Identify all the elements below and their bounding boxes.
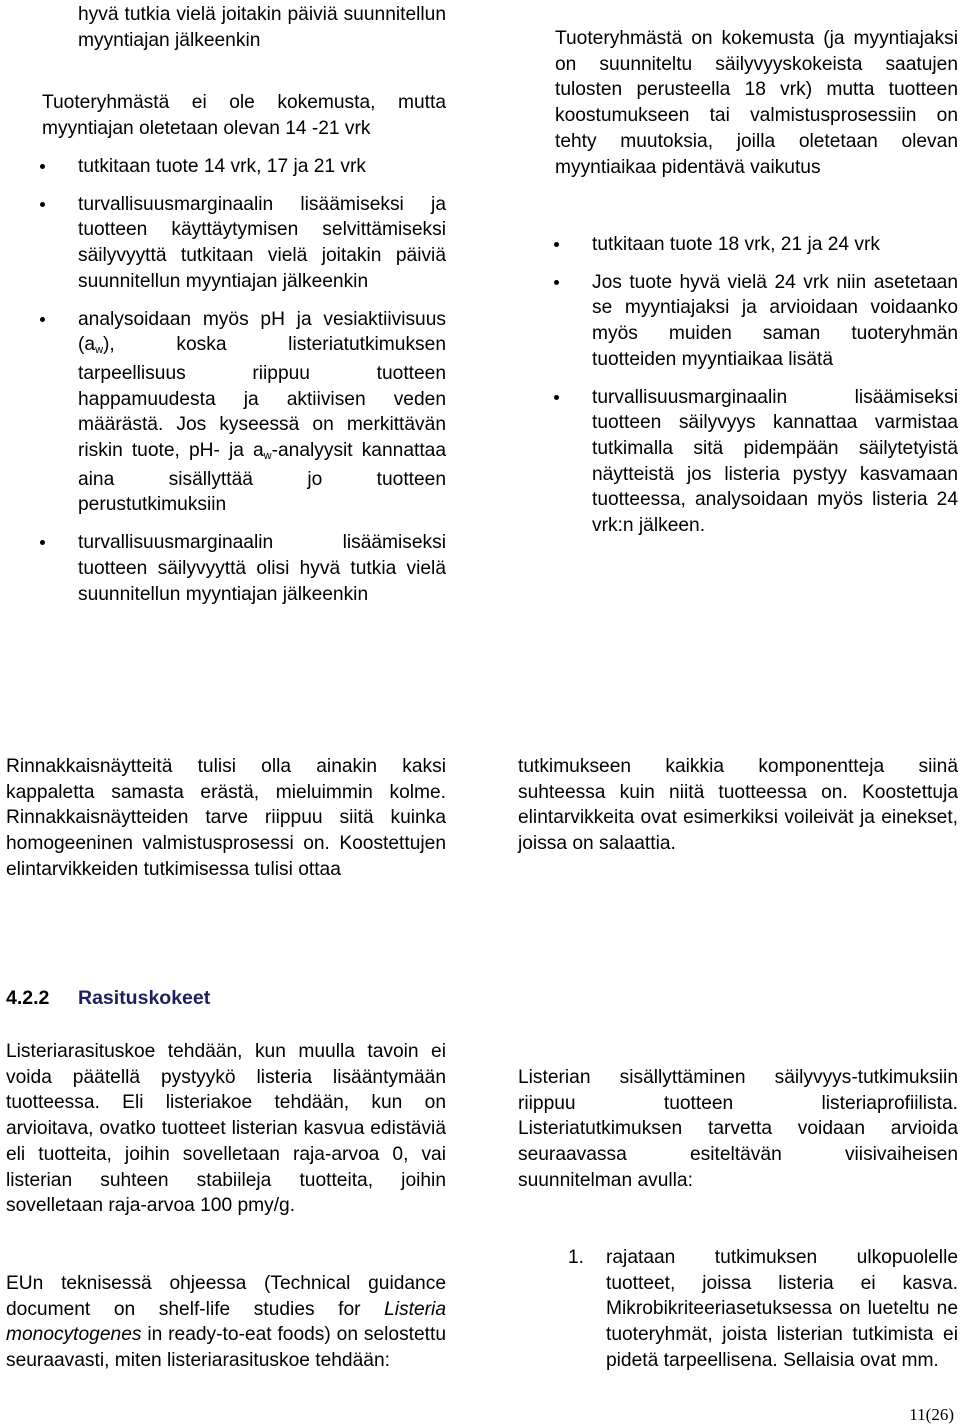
bottom-right-paragraph-1: Listerian sisällyttäminen säilyvyys-tutkimuksiin riippuu tuotteen listeriaprofiilista. Listeriatutkimuksen tarvetta voidaan arvioida seuraavassa esiteltävän viisivaiheisen suunnitelman avulla: bbox=[518, 1067, 958, 1191]
list-number: 1. bbox=[568, 1247, 585, 1268]
species-name: Listeria monocytogenes bbox=[6, 1298, 446, 1346]
list-item: turvallisuusmarginaalin lisäämiseksi ja tuotteen käyttäytymisen selvittämiseksi säilyvyyttä tutkitaan vielä joitakin päiviä suunnitellun myyntiajan jälkeenkin bbox=[78, 192, 446, 295]
left-group-heading: Tuoteryhmästä ei ole kokemusta, mutta myyntiajan oletetaan olevan 14 -21 vrk bbox=[42, 92, 446, 139]
right-bullet-list bbox=[592, 232, 958, 539]
numbered-list bbox=[518, 1245, 958, 1374]
list-item: turvallisuusmarginaalin lisäämiseksi tuotteen säilyvyyttä olisi hyvä tutkia vielä suunnitellun myyntiajan jälkeenkin bbox=[78, 530, 446, 607]
subscript-w: w bbox=[95, 344, 104, 357]
list-item: analysoidaan myös pH ja vesiaktiivisuus (aw), koska listeriatutkimuksen tarpeellisuus riippuu tuotteen happamuudesta ja aktiivisen veden määrästä. Jos kyseessä on merkittävän riskin tuote, pH- ja aw-analyysit kannattaa aina sisällyttää jo tuotteen perustutkimuksiin bbox=[78, 307, 446, 519]
left-bullet-list bbox=[78, 154, 446, 607]
list-item: 1. rajataan tutkimuksen ulkopuolelle tuotteet, joissa listeria ei kasva. Mikrobikriteeriasetuksessa on lueteltu ne tuoteryhmät, joista listerian tutkimista ei pidetä tarpeellisena. Sellaisia ovat mm. bbox=[568, 1247, 958, 1371]
bottom-left-paragraph-1: Listeriarasituskoe tehdään, kun muulla tavoin ei voida päätellä pystyykö listeria lisääntymään tuotteessa. Eli listeriakoe tehdään, kun on arvioitava, ovatko tuotteet listerian kasvua edistäviä eli tuotteita, joihin sovelletaan raja-arvoa 0, vai listerian suhteen stabiileja tuotteita, joihin sovelletaan raja-arvoa 100 pmy/g. bbox=[6, 1041, 446, 1217]
list-item: turvallisuusmarginaalin lisäämiseksi tuotteen säilyvyys kannattaa varmistaa tutkimalla sitä pidempään säilytetyistä näytteistä jos listeria pystyy kasvamaan tuotteessa, analysoidaan myös listeria 24 vrk:n jälkeen. bbox=[592, 385, 958, 539]
bullet-icon bbox=[40, 317, 45, 322]
list-item: tutkitaan tuote 18 vrk, 21 ja 24 vrk bbox=[592, 232, 958, 258]
right-group-heading: Tuoteryhmästä on kokemusta (ja myyntiajaksi on suunniteltu säilyvyyskokeista saatujen tulosten perusteella 18 vrk) mutta tuotteen koostumukseen tai valmistusprosessiin on tehty muutoksia, joilla oletetaan olevan myyntiaikaa pidentävä vaikutus bbox=[555, 28, 958, 178]
bullet-icon bbox=[40, 164, 45, 169]
section-title: Rasituskokeet bbox=[78, 987, 211, 1009]
bullet-icon bbox=[40, 540, 45, 545]
list-item: tutkitaan tuote 14 vrk, 17 ja 21 vrk bbox=[78, 154, 446, 180]
mid-left-paragraph: Rinnakkaisnäytteitä tulisi olla ainakin kaksi kappaletta samasta erästä, mieluimmin kolme. Rinnakkaisnäytteiden tarve riippuu siitä kuinka homogeeninen valmistusprosessi on. Koostettujen elintarvikkeiden tutkimisessa tulisi ottaa bbox=[6, 756, 446, 880]
bullet-icon bbox=[554, 242, 559, 247]
bullet-icon bbox=[554, 395, 559, 400]
bullet-icon bbox=[554, 280, 559, 285]
page-number: 11(26) bbox=[909, 1405, 954, 1424]
section-heading bbox=[6, 986, 446, 1012]
subscript-w: w bbox=[263, 450, 272, 463]
list-item: Jos tuote hyvä vielä 24 vrk niin asetetaan se myyntiajaksi ja arvioidaan voidaanko myös muiden saman tuoteryhmän tuotteiden myyntiaikaa lisätä bbox=[592, 270, 958, 373]
section-number: 4.2.2 bbox=[6, 987, 50, 1009]
left-top-intro: hyvä tutkia vielä joitakin päiviä suunnitellun myyntiajan jälkeenkin bbox=[78, 4, 446, 51]
mid-right-paragraph: tutkimukseen kaikkia komponentteja siinä suhteessa kuin niitä tuotteessa on. Koostettuja elintarvikkeita ovat esimerkiksi voileivät ja einekset, joissa on salaattia. bbox=[518, 756, 958, 855]
bullet-icon bbox=[40, 202, 45, 207]
bottom-left-paragraph-2: EUn teknisessä ohjeessa (Technical guidance document on shelf-life studies for Listeria monocytogenes in ready-to-eat foods) on selostettu seuraavasti, miten listeriarasituskoe tehdään: bbox=[6, 1273, 446, 1372]
